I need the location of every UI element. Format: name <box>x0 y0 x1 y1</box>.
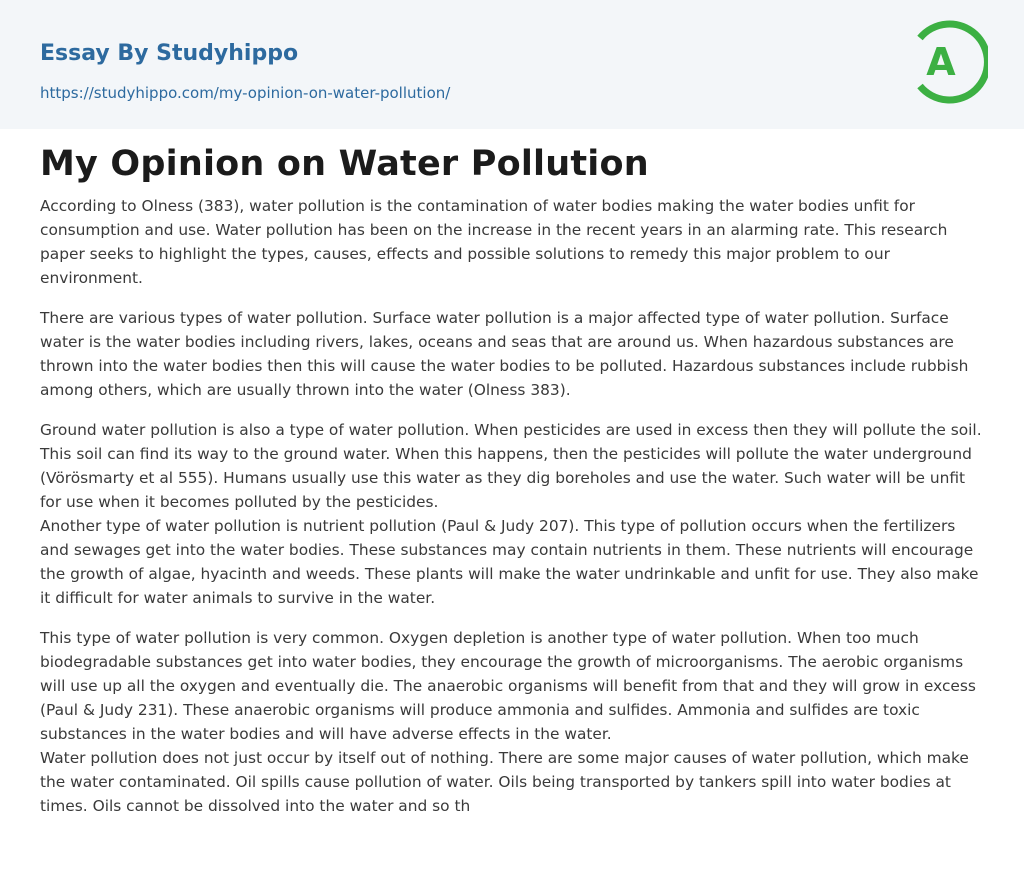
paragraph: According to Olness (383), water pollution is the contamination of water bodies making the water bodies unfit for consumption and use. Water pollution has been on the increase in the recent years in an alarming rate. This research paper seeks to highlight the types, causes, effects and possible solutions to remedy this major problem to our environment. <box>40 197 948 287</box>
brand-title[interactable]: Essay By Studyhippo <box>40 41 299 66</box>
logo-svg <box>912 18 988 106</box>
logo-letter: A <box>926 40 956 84</box>
page-header <box>0 0 1024 129</box>
paragraph: There are various types of water pollution. Surface water pollution is a major affected type of water pollution. Surface water is the water bodies including rivers, lakes, oceans and seas that are around us. When hazardous substances are thrown into the water bodies then this will cause the water bodies to be polluted. Hazardous substances include rubbish among others, which are usually thrown into the water (Olness 383). <box>40 309 969 399</box>
paragraph: Ground water pollution is also a type of water pollution. When pesticides are used in excess then they will pollute the soil. This soil can find its way to the ground water. When this happens, then the pesticides will pollute the water underground (Vörösmarty et al 555). Humans usually use this water as they dig boreholes and use the water. Such water will be unfit for use when it becomes polluted by the pesticides. <box>40 421 982 511</box>
page-url-link[interactable]: https://studyhippo.com/my-opinion-on-water-pollution/ <box>40 84 451 102</box>
studyhippo-a-logo-icon[interactable] <box>912 18 988 106</box>
article-body <box>40 194 986 818</box>
article-title: My Opinion on Water Pollution <box>40 144 649 184</box>
paragraph: This type of water pollution is very common. Oxygen depletion is another type of water pollution. When too much biodegradable substances get into water bodies, they encourage the growth of microorganisms. The aerobic organisms will use up all the oxygen and eventually die. The anaerobic organisms will benefit from that and they will grow in excess (Paul & Judy 231). These anaerobic organisms will produce ammonia and sulfides. Ammonia and sulfides are toxic substances in the water bodies and will have adverse effects in the water. <box>40 629 976 743</box>
paragraph: Another type of water pollution is nutrient pollution (Paul & Judy 207). This type of pollution occurs when the fertilizers and sewages get into the water bodies. These substances may contain nutrients in them. These nutrients will encourage the growth of algae, hyacinth and weeds. These plants will make the water undrinkable and unfit for use. They also make it difficult for water animals to survive in the water. <box>40 517 979 607</box>
paragraph: Water pollution does not just occur by itself out of nothing. There are some major causes of water pollution, which make the water contaminated. Oil spills cause pollution of water. Oils being transported by tankers spill into water bodies at times. Oils cannot be dissolved into the water and so th <box>40 749 969 815</box>
